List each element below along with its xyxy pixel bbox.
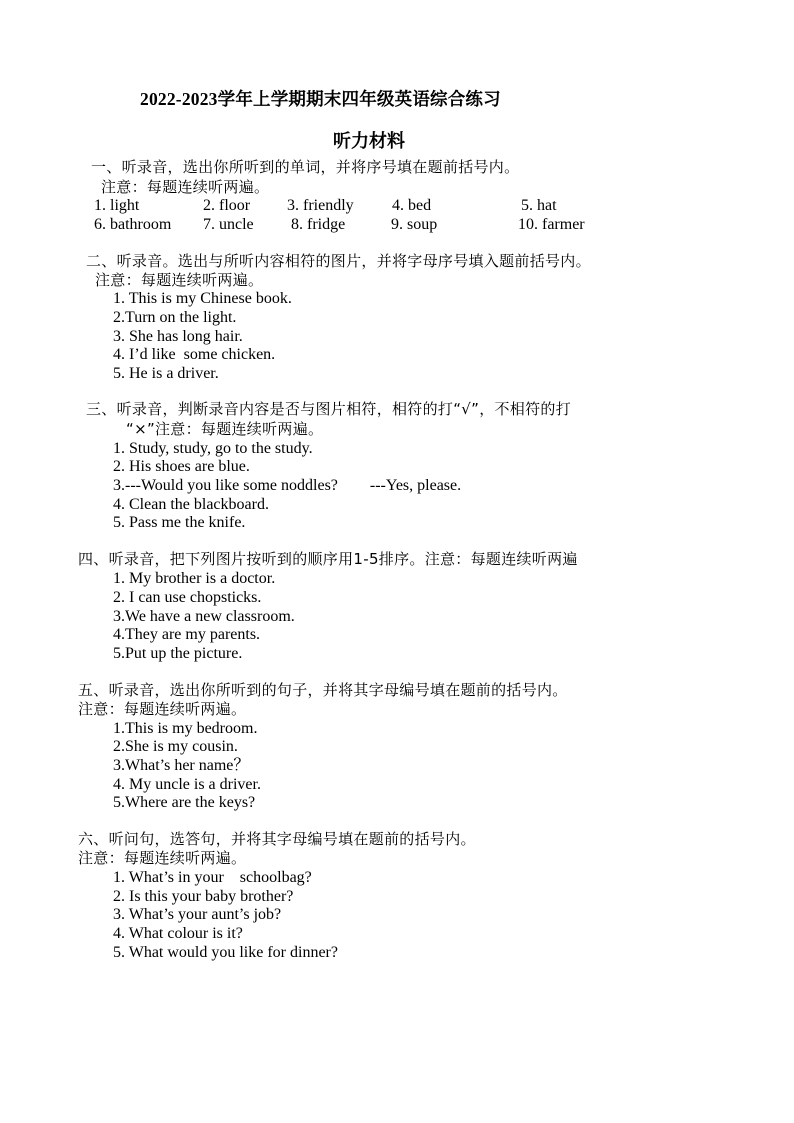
section-2-item: 4. I’d like some chicken. [113,346,276,363]
section-1-note: 注意：每题连续听两遍。 [101,178,270,196]
section-5-item: 4. My uncle is a driver. [113,776,261,793]
section-6-note: 注意：每题连续听两遍。 [78,849,247,867]
section-1-word: 3. friendly [287,197,354,214]
section-1-word: 2. floor [203,197,251,214]
section-2-item: 1. This is my Chinese book. [113,290,292,307]
section-2-item: 2.Turn on the light. [113,309,237,326]
section-1-word: 7. uncle [203,216,254,233]
section-6-item: 2. Is this your baby brother? [113,888,294,905]
section-4-item: 3.We have a new classroom. [113,608,295,625]
section-1-word: 10. farmer [518,216,585,233]
section-5-note: 注意：每题连续听两遍。 [78,700,247,718]
section-4-item: 2. I can use chopsticks. [113,589,262,606]
section-1-heading: 一、听录音，选出你所听到的单词，并将序号填在题前括号内。 [91,158,520,176]
section-5-item: 2.She is my cousin. [113,738,238,755]
page-title: 2022-2023学年上学期期末四年级英语综合练习 [140,89,501,109]
section-6-heading: 六、听问句，选答句，并将其字母编号填在题前的括号内。 [78,830,476,848]
section-6-item: 3. What’s your aunt’s job? [113,906,282,923]
section-1-word: 9. soup [391,216,438,233]
section-2-item: 5. He is a driver. [113,365,219,382]
section-2-heading: 二、听录音。选出与所听内容相符的图片，并将字母序号填入题前括号内。 [86,252,591,270]
section-4-item: 5.Put up the picture. [113,645,243,662]
section-2-item: 3. She has long hair. [113,328,243,345]
section-1-word: 6. bathroom [94,216,172,233]
section-5-heading: 五、听录音，选出你所听到的句子，并将其字母编号填在题前的括号内。 [78,681,568,699]
section-6-item: 1. What’s in your schoolbag? [113,869,312,886]
section-3-item: 1. Study, study, go to the study. [113,440,313,457]
section-1-word: 5. hat [521,197,557,214]
section-1-word: 1. light [94,197,140,214]
section-3-item: 5. Pass me the knife. [113,514,246,531]
section-3-heading-continued: “×”注意：每题连续听两遍。 [126,420,324,438]
section-1-word: 8. fridge [291,216,346,233]
page-subtitle: 听力材料 [333,131,405,151]
section-3-item: 4. Clean the blackboard. [113,496,269,513]
section-5-item: 1.This is my bedroom. [113,720,258,737]
section-2-note: 注意：每题连续听两遍。 [95,271,264,289]
section-5-item: 5.Where are the keys? [113,794,256,811]
section-5-item: 3.What’s her name？ [113,757,250,774]
section-3-item: 2. His shoes are blue. [113,458,250,475]
section-4-item: 4.They are my parents. [113,626,261,643]
section-4-item: 1. My brother is a doctor. [113,570,276,587]
section-3-heading: 三、听录音，判断录音内容是否与图片相符，相符的打“√”，不相符的打 [86,400,572,418]
section-6-item: 4. What colour is it? [113,925,243,942]
section-1-word: 4. bed [392,197,432,214]
section-3-item: 3.---Would you like some noddles? ---Yes, please. [113,477,462,494]
section-6-item: 5. What would you like for dinner? [113,944,338,961]
section-4-heading: 四、听录音，把下列图片按听到的顺序用1-5排序。注意：每题连续听两遍 [78,550,578,568]
